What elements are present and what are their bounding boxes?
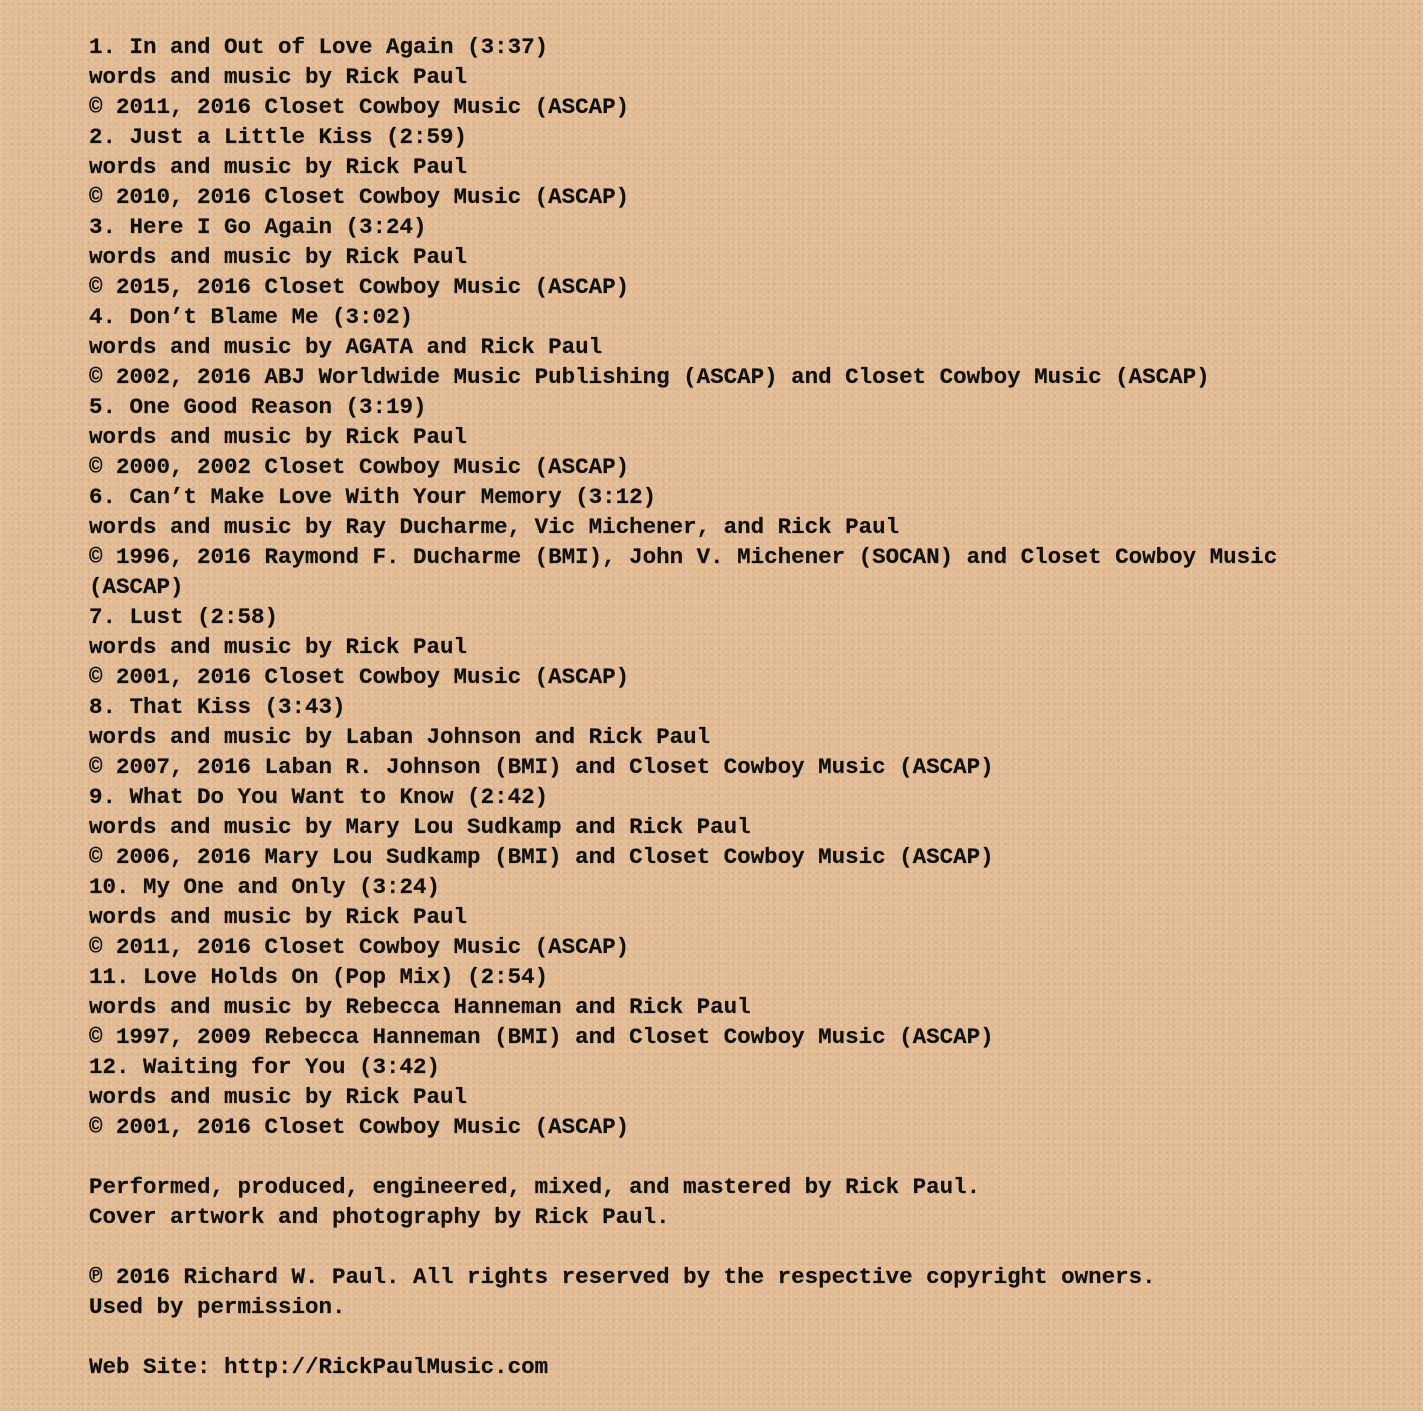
track-copyright: © 2001, 2016 Closet Cowboy Music (ASCAP): [89, 1114, 630, 1140]
track-copyright: © 2011, 2016 Closet Cowboy Music (ASCAP): [89, 934, 630, 960]
track-title: 4. Don’t Blame Me (3:02): [89, 304, 414, 330]
track-entry: [89, 302, 1349, 392]
track-entry: [89, 872, 1349, 962]
track-credit: words and music by AGATA and Rick Paul: [89, 334, 603, 360]
track-list: [89, 32, 1349, 1142]
track-credit: words and music by Rick Paul: [89, 64, 468, 90]
track-entry: [89, 392, 1349, 482]
production-credit-line: Performed, produced, engineered, mixed, and mastered by Rick Paul.: [89, 1174, 981, 1200]
track-credit: words and music by Rick Paul: [89, 904, 468, 930]
phonographic-copyright: [89, 1262, 1349, 1322]
track-copyright: © 2010, 2016 Closet Cowboy Music (ASCAP): [89, 184, 630, 210]
spacer: [89, 1142, 1349, 1172]
track-entry: [89, 1052, 1349, 1142]
track-entry: [89, 212, 1349, 302]
track-title: 3. Here I Go Again (3:24): [89, 214, 427, 240]
track-title: 12. Waiting for You (3:42): [89, 1054, 441, 1080]
track-credit: words and music by Mary Lou Sudkamp and Rick Paul: [89, 814, 751, 840]
track-title: 11. Love Holds On (Pop Mix) (2:54): [89, 964, 549, 990]
track-entry: [89, 482, 1349, 602]
track-copyright: © 2002, 2016 ABJ Worldwide Music Publishing (ASCAP) and Closet Cowboy Music (ASCAP): [89, 364, 1210, 390]
track-copyright: © 1996, 2016 Raymond F. Ducharme (BMI), John V. Michener (SOCAN) and Closet Cowboy Music (ASCAP): [89, 544, 1291, 600]
track-credit: words and music by Rick Paul: [89, 634, 468, 660]
permission-line: Used by permission.: [89, 1294, 346, 1320]
production-credits: [89, 1172, 1349, 1232]
track-credit: words and music by Rick Paul: [89, 154, 468, 180]
track-copyright: © 2001, 2016 Closet Cowboy Music (ASCAP): [89, 664, 630, 690]
spacer: [89, 1322, 1349, 1352]
track-credit: words and music by Ray Ducharme, Vic Michener, and Rick Paul: [89, 514, 900, 540]
track-entry: [89, 602, 1349, 692]
track-entry: [89, 122, 1349, 212]
track-entry: [89, 32, 1349, 122]
track-entry: [89, 782, 1349, 872]
track-title: 1. In and Out of Love Again (3:37): [89, 34, 549, 60]
track-title: 6. Can’t Make Love With Your Memory (3:12): [89, 484, 657, 510]
track-credit: words and music by Rick Paul: [89, 424, 468, 450]
liner-notes: [89, 32, 1349, 1382]
spacer: [89, 1232, 1349, 1262]
track-copyright: © 1997, 2009 Rebecca Hanneman (BMI) and Closet Cowboy Music (ASCAP): [89, 1024, 994, 1050]
track-title: 10. My One and Only (3:24): [89, 874, 441, 900]
track-copyright: © 2006, 2016 Mary Lou Sudkamp (BMI) and Closet Cowboy Music (ASCAP): [89, 844, 994, 870]
track-title: 9. What Do You Want to Know (2:42): [89, 784, 549, 810]
track-credit: words and music by Rick Paul: [89, 244, 468, 270]
track-title: 8. That Kiss (3:43): [89, 694, 346, 720]
track-copyright: © 2011, 2016 Closet Cowboy Music (ASCAP): [89, 94, 630, 120]
track-copyright: © 2000, 2002 Closet Cowboy Music (ASCAP): [89, 454, 630, 480]
track-copyright: © 2015, 2016 Closet Cowboy Music (ASCAP): [89, 274, 630, 300]
track-entry: [89, 962, 1349, 1052]
track-title: 5. One Good Reason (3:19): [89, 394, 427, 420]
track-entry: [89, 692, 1349, 782]
phonographic-copyright-line: ℗ 2016 Richard W. Paul. All rights reserved by the respective copyright owners.: [89, 1264, 1156, 1290]
track-copyright: © 2007, 2016 Laban R. Johnson (BMI) and Closet Cowboy Music (ASCAP): [89, 754, 994, 780]
track-credit: words and music by Rick Paul: [89, 1084, 468, 1110]
track-credit: words and music by Laban Johnson and Rick Paul: [89, 724, 711, 750]
track-credit: words and music by Rebecca Hanneman and Rick Paul: [89, 994, 751, 1020]
artwork-credit-line: Cover artwork and photography by Rick Paul.: [89, 1204, 670, 1230]
track-title: 2. Just a Little Kiss (2:59): [89, 124, 468, 150]
website-line: Web Site: http://RickPaulMusic.com: [89, 1354, 549, 1380]
track-title: 7. Lust (2:58): [89, 604, 279, 630]
